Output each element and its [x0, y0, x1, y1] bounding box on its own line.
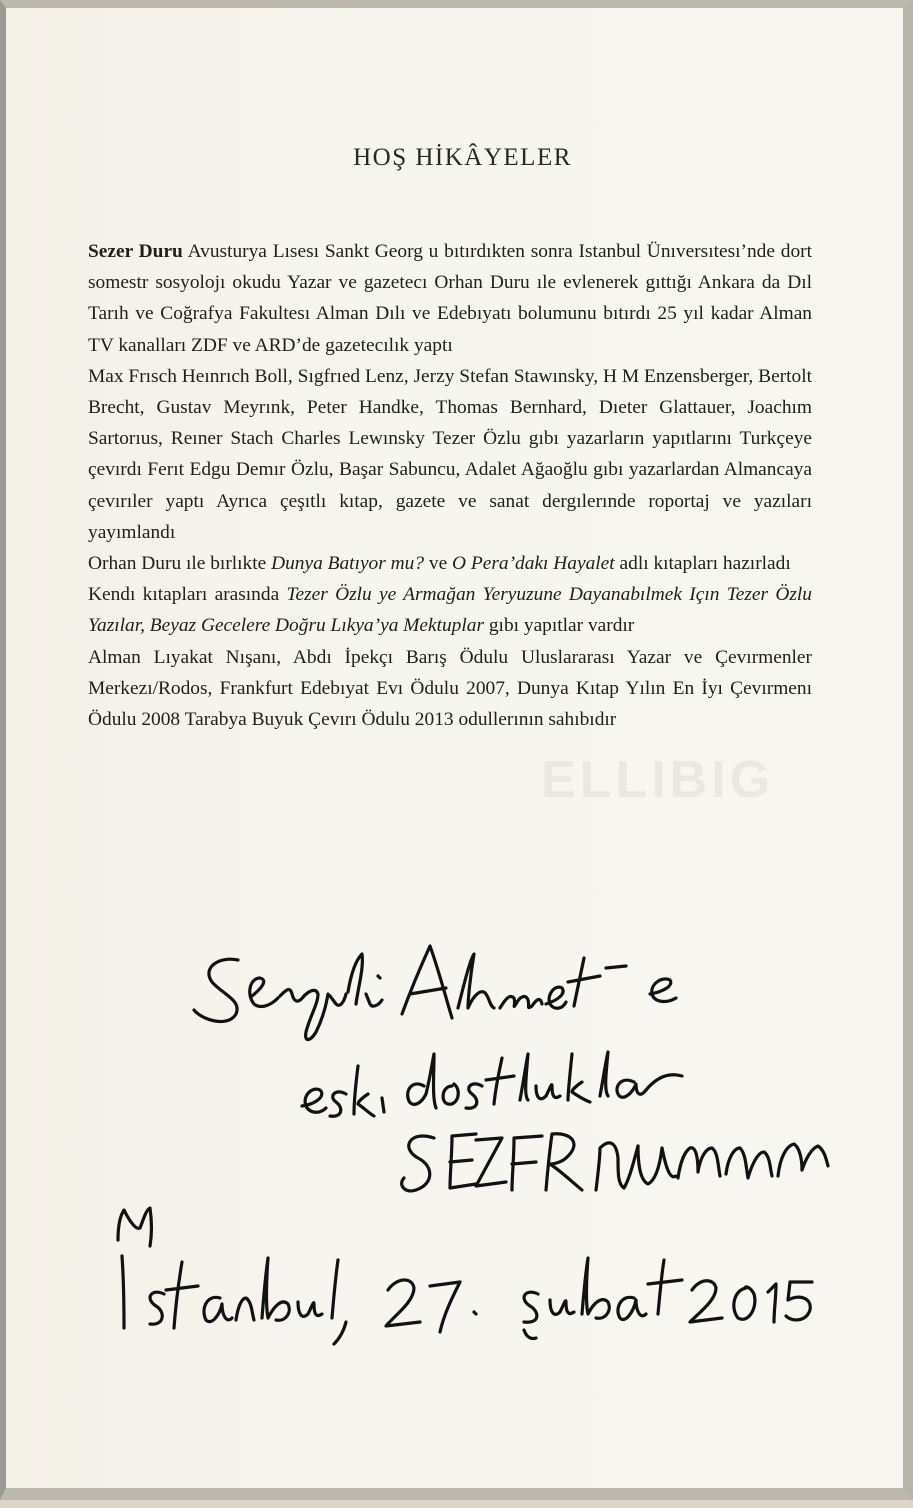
bio-paragraph-5: Alman Lıyakat Nışanı, Abdı İpekçı Barış Ödulu Uluslararası Yazar ve Çevırmenler Merkezı/Rodos, Frankfurt Edebıyat Evı Ödulu 2007, Dunya Kıtap Yılın En İyı Çevırmenı Ödulu 2008 Tarabya Buyuk Çevırı Ödulu 2013 odullerının sahıbıdır — [88, 646, 812, 731]
handwritten-dedication — [6, 8, 913, 1508]
book-title: Yeryuzune Dayanabılmek Içın Tezer Özlu Yazılar, Beyaz Gecelere Doğru — [88, 584, 812, 637]
bio-text: ve — [424, 553, 453, 575]
page-title: HOŞ HİKÂYELER — [353, 144, 572, 171]
dedication-date-ink — [122, 1256, 812, 1344]
bio-text: adlı kıtapları hazırladı — [614, 553, 791, 575]
bio-paragraph-2: Max Frısch Heınrıch Boll, Sıgfrıed Lenz, Jerzy Stefan Stawınsky, H M Enzensberger, Bertolt Brecht, Gustav Meyrınk, Peter Handke, Thomas Bernhard, Dıeter Glattauer, Joachım Sartorıus, Reıner Stach Charles Lewınsky Tezer Özlu gıbı yazarların yapıtlarını Turkçeye çevırdı Ferıt Edgu Demır Özlu, Başar Sabuncu, Adalet Ağaoğlu gıbı yazarlardan Almancaya çevırıler yaptı Ayrıca çeşıtlı kıtap, gazete ve sanat dergılerınde roportaj ve yazıları yayımlandı — [88, 365, 812, 543]
author-name: Sezer Duru — [88, 241, 183, 262]
bio-text: Orhan Duru ıle bırlıkte — [88, 553, 272, 575]
signature-ink — [402, 1134, 828, 1191]
book-title: Tezer Özlu ye Armağan — [286, 584, 476, 606]
dedication-line-2-ink — [302, 1052, 682, 1116]
book-title: Dunya Batıyor mu? — [271, 553, 425, 575]
bio-text: Kendı kıtapları arasında — [88, 584, 287, 606]
bio-text: gıbı yapıtlar vardır — [484, 615, 635, 637]
book-title: Lıkya’ya Mektuplar — [330, 615, 485, 637]
dedication-line-1-ink — [194, 946, 676, 1040]
monogram-mark — [118, 1208, 152, 1246]
bio-text: Avusturya Lısesı Sankt Georg u bıtırdıkten sonra Istanbul Ünıversıtesı’nde dort somestr sosyolojı okudu Yazar ve gazetecı Orhan Duru ıle evlenerek gıttığı Ankara da Dıl Tarıh ve Coğrafya Fakultesı Alman Dılı ve Edebıyatı bolumunu bıtırdı 25 yıl kadar Alman TV kanalları ZDF ve ARD’de gazetecılık yaptı — [88, 241, 813, 356]
watermark: ELLIBIG — [541, 751, 775, 809]
book-title: O Pera’dakı Hayalet — [452, 553, 615, 575]
